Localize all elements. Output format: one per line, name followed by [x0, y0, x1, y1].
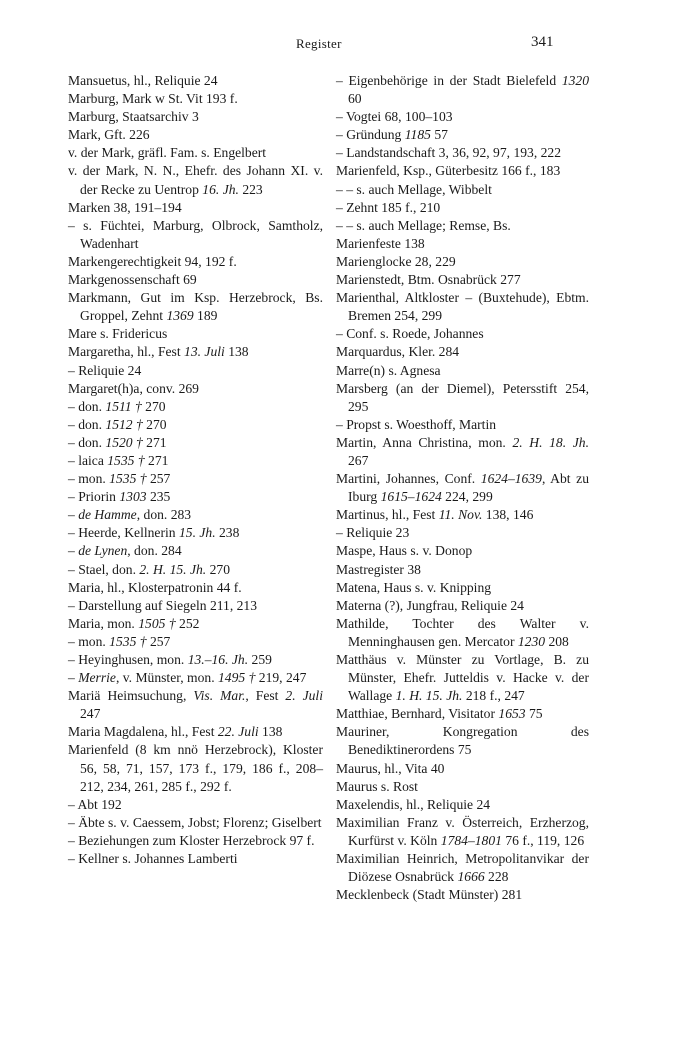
index-entry: Matthiae, Bernhard, Visitator 1653 75 [336, 706, 543, 722]
index-entry: Markgenossenschaft 69 [68, 272, 197, 288]
index-entry: Marquardus, Kler. 284 [336, 344, 460, 360]
index-entry: – laica 1535 † 271 [68, 452, 169, 468]
index-entry: Marienfeld, Ksp., Güterbesitz 166 f., 183 [336, 163, 561, 179]
index-entry: – Reliquie 24 [68, 362, 142, 378]
index-entry: – Propst s. Woesthoff, Martin [336, 416, 497, 432]
index-entry: Maximilian Heinrich, Metropolitanvikar der Diözese Osnabrück 1666 228 [336, 851, 589, 885]
index-entry: – Heerde, Kellnerin 15. Jh. 238 [68, 525, 240, 541]
index-entry: Marienfeste 138 [336, 235, 425, 251]
index-entry: Marienfeld (8 km nnö Herzebrock), Kloster 56, 58, 71, 157, 173 f., 179, 186 f., 208–212, 234, 261, 285 f., 292 f. [68, 742, 323, 794]
index-entry: Maria Magdalena, hl., Fest 22. Juli 138 [68, 724, 283, 740]
index-entry: Maspe, Haus s. v. Donop [336, 543, 473, 559]
index-entry: – Merrie, v. Münster, mon. 1495 † 219, 247 [68, 670, 307, 686]
index-entry: – de Hamme, don. 283 [68, 507, 192, 523]
index-entry: Markmann, Gut im Ksp. Herzebrock, Bs. Groppel, Zehnt 1369 189 [68, 290, 323, 324]
index-entry: Maurus, hl., Vita 40 [336, 760, 445, 776]
index-entry: – Abt 192 [68, 796, 122, 812]
index-entry: – Priorin 1303 235 [68, 489, 171, 505]
index-entry: Maximilian Franz v. Österreich, Erzherzog, Kurfürst v. Köln 1784–1801 76 f., 119, 126 [336, 814, 589, 848]
index-entry: – mon. 1535 † 257 [68, 471, 171, 487]
page-number: 341 [531, 34, 554, 50]
index-entry: Martin, Anna Christina, mon. 2. H. 18. Jh. 267 [336, 434, 589, 468]
index-entry: Mariä Heimsuchung, Vis. Mar., Fest 2. Juli 247 [68, 688, 323, 722]
index-entry: Marsberg (an der Diemel), Petersstift 254, 295 [336, 380, 589, 414]
index-entry: – s. Füchtei, Marburg, Olbrock, Samtholz, Wadenhart [68, 217, 323, 251]
index-entry: – mon. 1535 † 257 [68, 633, 171, 649]
index-entry: v. der Mark, gräfl. Fam. s. Engelbert [68, 145, 267, 161]
index-entry: Materna (?), Jungfrau, Reliquie 24 [336, 597, 524, 613]
index-entry: Maria, mon. 1505 † 252 [68, 615, 200, 631]
index-entry: – Darstellung auf Siegeln 211, 213 [68, 597, 258, 613]
index-entry: Marienstedt, Btm. Osnabrück 277 [336, 272, 521, 288]
index-entry: – Conf. s. Roede, Johannes [336, 326, 484, 342]
index-entry: Marienthal, Altkloster – (Buxtehude), Ebtm. Bremen 254, 299 [336, 290, 589, 324]
index-entry: – Heyinghusen, mon. 13.–16. Jh. 259 [68, 652, 272, 667]
index-entry: – Stael, don. 2. H. 15. Jh. 270 [68, 561, 230, 577]
index-entry: Marienglocke 28, 229 [336, 253, 456, 269]
index-entry: – Beziehungen zum Kloster Herzebrock 97 f. [68, 832, 315, 848]
index-entry: Matthäus v. Münster zu Vortlage, B. zu Münster, Ehefr. Jutteldis v. Hacke v. der Wallage 1. H. 15. Jh. 218 f., 247 [336, 652, 589, 704]
page-header [0, 34, 700, 56]
index-entry: Mare s. Fridericus [68, 326, 168, 342]
index-entry: Martini, Johannes, Conf. 1624–1639, Abt zu Iburg 1615–1624 224, 299 [336, 471, 589, 505]
index-entry: – de Lynen, don. 284 [68, 543, 182, 559]
index-entry: Martinus, hl., Fest 11. Nov. 138, 146 [336, 507, 534, 523]
index-entry: – Reliquie 23 [336, 525, 410, 541]
index-entry: Mark, Gft. 226 [68, 127, 150, 143]
index-entry: – Zehnt 185 f., 210 [336, 199, 441, 215]
index-entry: – don. 1512 † 270 [68, 416, 167, 432]
index-entry: – Äbte s. v. Caessem, Jobst; Florenz; Giselbert [68, 814, 322, 830]
index-entry: Marre(n) s. Agnesa [336, 362, 441, 378]
index-entry: – – s. auch Mellage; Remse, Bs. [336, 217, 511, 233]
index-entry: Markengerechtigkeit 94, 192 f. [68, 253, 237, 269]
index-entry: Marken 38, 191–194 [68, 199, 182, 215]
index-entry: Mauriner, Kongregation des Benediktinerordens 75 [336, 724, 589, 758]
index-entry: Mansuetus, hl., Reliquie 24 [68, 73, 218, 88]
index-entry: – Kellner s. Johannes Lamberti [68, 851, 238, 867]
index-entry: Maxelendis, hl., Reliquie 24 [336, 796, 491, 812]
index-entry: – Eigenbehörige in der Stadt Bielefeld 1320 60 [336, 73, 589, 107]
index-entry: Matena, Haus s. v. Knipping [336, 579, 492, 595]
index-entry: – Landstandschaft 3, 36, 92, 97, 193, 222 [336, 145, 562, 161]
index-entry: Mathilde, Tochter des Walter v. Menninghausen gen. Mercator 1230 208 [336, 615, 589, 649]
index-entry: Mecklenbeck (Stadt Münster) 281 [336, 887, 523, 903]
running-title: Register [296, 36, 342, 51]
index-entry: – – s. auch Mellage, Wibbelt [336, 181, 492, 197]
index-entry: – Gründung 1185 57 [336, 127, 448, 143]
index-column-right [336, 72, 589, 904]
index-entry: Maria, hl., Klosterpatronin 44 f. [68, 579, 242, 595]
index-entry: – don. 1520 † 271 [68, 434, 167, 450]
index-entry: Margaretha, hl., Fest 13. Juli 138 [68, 344, 249, 360]
index-entry: – Vogtei 68, 100–103 [336, 109, 453, 125]
index-entry: Marburg, Mark w St. Vit 193 f. [68, 91, 238, 107]
index-entry: v. der Mark, N. N., Ehefr. des Johann XI. v. der Recke zu Uentrop 16. Jh. 223 [68, 163, 323, 197]
index-entry: – don. 1511 † 270 [68, 398, 166, 414]
index-entry: Marburg, Staatsarchiv 3 [68, 109, 199, 125]
index-column-left [68, 72, 323, 868]
index-entry: Maurus s. Rost [336, 778, 418, 794]
index-entry: Margaret(h)a, conv. 269 [68, 380, 199, 396]
index-entry: Mastregister 38 [336, 561, 421, 577]
